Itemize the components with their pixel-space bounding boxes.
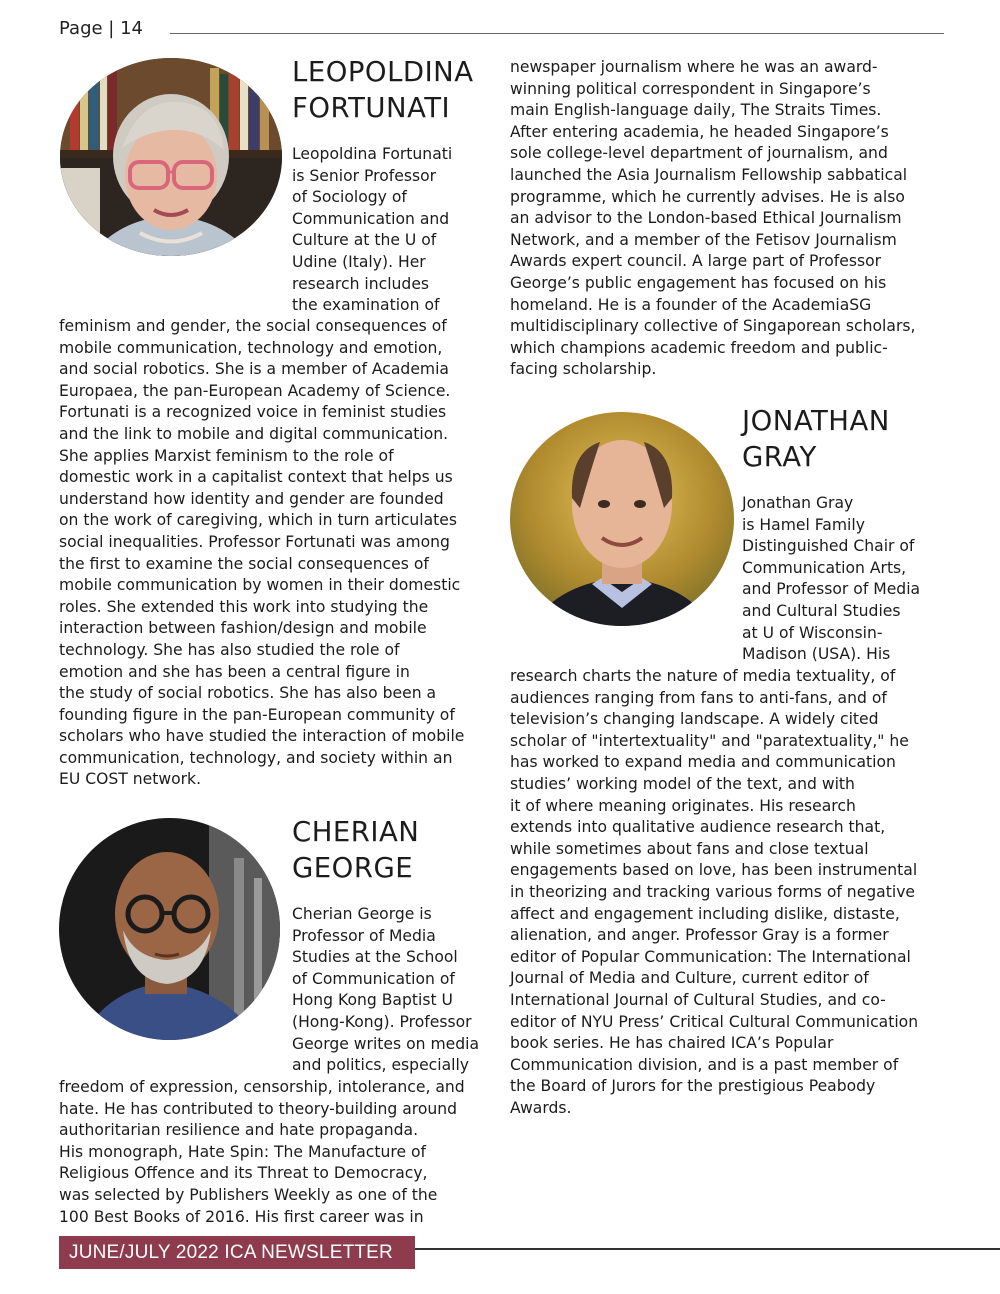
- bio-line: Udine (Italy). Her: [292, 252, 426, 271]
- bio-line: George writes on media: [292, 1034, 480, 1053]
- bio-line: Religious Offence and its Threat to Democracy,: [59, 1164, 428, 1183]
- bio-line: Communication division, and is a past member of: [510, 1055, 899, 1074]
- name-line: GEORGE: [292, 852, 414, 884]
- bio-line: and politics, especially: [292, 1056, 470, 1075]
- bio-line: Awards.: [510, 1098, 572, 1117]
- bio-line: extends into qualitative audience research that,: [510, 818, 886, 837]
- bio-line: Cherian George is: [292, 905, 432, 923]
- bio-line: Communication and: [292, 209, 450, 228]
- bio-line: of Communication of: [292, 969, 455, 988]
- bio-line: domestic work in a capitalist context that helps us: [59, 468, 453, 487]
- bio-line: Studies at the School: [292, 948, 458, 967]
- profile-name-george: [292, 814, 419, 886]
- bio-line: Awards expert council. A large part of Professor: [510, 252, 882, 271]
- bio-line: while sometimes about fans and close textual: [510, 839, 869, 858]
- bio-line: newspaper journalism where he was an award-: [510, 58, 878, 76]
- bio-line: editor of Popular Communication: The International: [510, 947, 911, 966]
- bio-line: feminism and gender, the social consequences of: [59, 317, 447, 335]
- bio-line: was selected by Publishers Weekly as one of the: [59, 1185, 438, 1204]
- bio-line: is Senior Professor: [292, 166, 437, 185]
- bio-line: research charts the nature of media textuality, of: [510, 667, 896, 685]
- bio-gray-body: [510, 666, 918, 1119]
- bio-line: scholar of "intertextuality" and "paratextuality," he: [510, 731, 909, 750]
- bio-line: main English-language daily, The Straits Times.: [510, 101, 882, 120]
- portrait-gray: [510, 412, 734, 626]
- bio-line: facing scholarship.: [510, 360, 657, 379]
- bio-line: Jonathan Gray: [742, 494, 854, 512]
- bio-line: the study of social robotics. She has also been a: [59, 684, 437, 703]
- bio-line: affect and engagement including dislike, distaste,: [510, 904, 900, 923]
- bio-line: which champions academic freedom and public-: [510, 338, 888, 357]
- bio-line: understand how identity and gender are founded: [59, 489, 444, 508]
- bio-line: at U of Wisconsin-: [742, 623, 883, 642]
- bio-line: has worked to expand media and communication: [510, 753, 896, 772]
- bio-line: alienation, and anger. Professor Gray is a former: [510, 926, 889, 945]
- bio-line: International Journal of Cultural Studies, and co-: [510, 990, 886, 1009]
- bio-line: freedom of expression, censorship, intolerance, and: [59, 1078, 465, 1096]
- bio-line: and social robotics. She is a member of Academia: [59, 360, 449, 379]
- bio-line: editor of NYU Press’ Critical Cultural Communication: [510, 1012, 919, 1031]
- name-line: LEOPOLDINA: [292, 56, 474, 88]
- bio-fortunati-intro: [292, 144, 452, 317]
- bio-line: studies’ working model of the text, and with: [510, 774, 855, 793]
- bio-line: on the work of caregiving, which in turn articulates: [59, 511, 458, 530]
- name-line: JONATHAN: [742, 405, 890, 437]
- bio-line: an advisor to the London-based Ethical Journalism: [510, 209, 902, 228]
- bio-line: Professor of Media: [292, 926, 436, 945]
- footer-divider: [415, 1248, 1000, 1250]
- bio-line: Leopoldina Fortunati: [292, 145, 453, 163]
- bio-line: Network, and a member of the Fetisov Journalism: [510, 230, 897, 249]
- bio-line: Distinguished Chair of: [742, 537, 915, 556]
- bio-line: of Sociology of: [292, 188, 407, 207]
- bio-line: television’s changing landscape. A widely cited: [510, 710, 879, 729]
- bio-line: the first to examine the social consequences of: [59, 554, 429, 573]
- bio-line: Hong Kong Baptist U: [292, 991, 453, 1010]
- portrait-george: [59, 818, 280, 1040]
- bio-line: authoritarian resilience and hate propaganda.: [59, 1121, 419, 1140]
- bio-line: roles. She extended this work into studying the: [59, 597, 429, 616]
- bio-fortunati-body: [59, 316, 464, 791]
- name-line: FORTUNATI: [292, 92, 451, 124]
- bio-line: book series. He has chaired ICA’s Popular: [510, 1034, 834, 1053]
- bio-line: it of where meaning originates. His research: [510, 796, 856, 815]
- bio-george-continued: [510, 57, 915, 381]
- bio-line: founding figure in the pan-European community of: [59, 705, 455, 724]
- newsletter-footer-label: JUNE/JULY 2022 ICA NEWSLETTER: [59, 1236, 415, 1269]
- bio-line: mobile communication, technology and emotion,: [59, 338, 443, 357]
- bio-line: emotion and she has been a central figure in: [59, 662, 410, 681]
- bio-line: She applies Marxist feminism to the role of: [59, 446, 394, 465]
- bio-line: interaction between fashion/design and mobile: [59, 619, 427, 638]
- bio-line: and Professor of Media: [742, 580, 921, 599]
- bio-line: Journal of Media and Culture, current editor of: [510, 969, 869, 988]
- bio-line: and Cultural Studies: [742, 601, 901, 620]
- page-number: Page | 14: [59, 18, 143, 39]
- bio-line: mobile communication by women in their domestic: [59, 576, 461, 595]
- bio-line: social inequalities. Professor Fortunati was among: [59, 532, 450, 551]
- bio-line: After entering academia, he headed Singapore’s: [510, 122, 889, 141]
- bio-line: scholars who have studied the interaction of mobile: [59, 727, 465, 746]
- header-divider: [170, 33, 944, 34]
- bio-line: research includes: [292, 274, 430, 293]
- profile-name-fortunati: [292, 54, 474, 126]
- bio-line: communication, technology, and society within an: [59, 748, 453, 767]
- bio-line: Madison (USA). His: [742, 645, 891, 664]
- bio-george-body: [59, 1077, 465, 1228]
- bio-line: hate. He has contributed to theory-building around: [59, 1099, 458, 1118]
- bio-line: and the link to mobile and digital communication.: [59, 424, 449, 443]
- profile-name-gray: [742, 403, 890, 475]
- bio-line: technology. She has also studied the role of: [59, 640, 400, 659]
- bio-line: engagements based on love, has been instrumental: [510, 861, 918, 880]
- bio-line: (Hong-Kong). Professor: [292, 1012, 472, 1031]
- bio-line: the Board of Jurors for the prestigious Peabody: [510, 1077, 876, 1096]
- name-line: GRAY: [742, 441, 817, 473]
- portrait-fortunati: [60, 58, 282, 256]
- bio-line: homeland. He is a founder of the AcademiaSG: [510, 295, 872, 314]
- name-line: CHERIAN: [292, 816, 420, 848]
- bio-line: launched the Asia Journalism Fellowship sabbatical: [510, 165, 908, 184]
- bio-line: programme, which he currently advises. He is also: [510, 187, 905, 206]
- bio-line: Europaea, the pan-European Academy of Science.: [59, 381, 451, 400]
- bio-line: multidisciplinary collective of Singaporean scholars,: [510, 317, 916, 336]
- bio-line: George’s public engagement has focused on his: [510, 273, 887, 292]
- bio-line: EU COST network.: [59, 770, 202, 789]
- bio-gray-intro: [742, 493, 920, 666]
- bio-line: winning political correspondent in Singapore’s: [510, 79, 871, 98]
- bio-line: Culture at the U of: [292, 231, 437, 250]
- bio-george-intro: [292, 904, 479, 1077]
- bio-line: is Hamel Family: [742, 515, 865, 534]
- bio-line: sole college-level department of journalism, and: [510, 144, 888, 163]
- bio-line: in theorizing and tracking various forms of negative: [510, 882, 916, 901]
- bio-line: His monograph, Hate Spin: The Manufacture of: [59, 1142, 427, 1161]
- bio-line: the examination of: [292, 296, 440, 315]
- bio-line: audiences ranging from fans to anti-fans, and of: [510, 688, 887, 707]
- bio-line: Communication Arts,: [742, 558, 907, 577]
- bio-line: 100 Best Books of 2016. His first career was in: [59, 1207, 424, 1226]
- bio-line: Fortunati is a recognized voice in feminist studies: [59, 403, 447, 422]
